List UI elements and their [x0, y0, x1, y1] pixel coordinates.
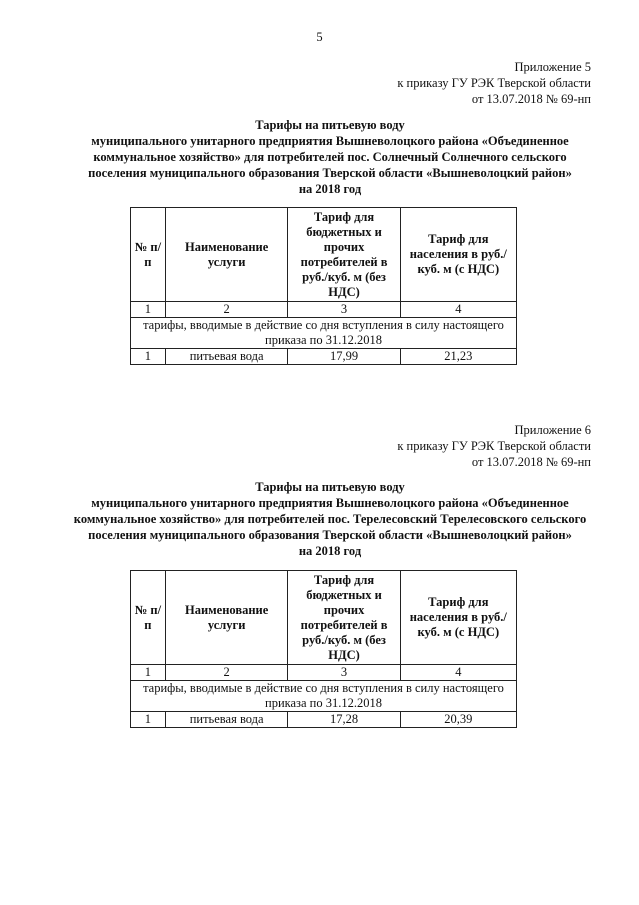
service-name: питьевая вода: [165, 712, 288, 728]
column-number: 1: [131, 302, 166, 318]
column-number: 3: [288, 665, 400, 681]
appendix-order-ref: к приказу ГУ РЭК Тверской области: [397, 439, 591, 453]
appendix-5-title: [60, 117, 600, 197]
header-cell-tariff-population: Тариф для населения в руб./куб. м (с НДС): [400, 571, 516, 665]
validity-note: тарифы, вводимые в действие со дня вступления в силу настоящего приказа по 31.12.2018: [131, 318, 517, 349]
header-cell-tariff-budget: Тариф для бюджетных и прочих потребителей в руб./куб. м (без НДС): [288, 208, 400, 302]
table-row: [131, 349, 517, 365]
tariff-population-value: 20,39: [400, 712, 516, 728]
appendix-order-ref: к приказу ГУ РЭК Тверской области: [397, 76, 591, 90]
page-number: 5: [316, 30, 323, 44]
tariff-budget-value: 17,28: [288, 712, 400, 728]
appendix-title: Приложение 6: [514, 423, 591, 437]
header-cell-tariff-population: Тариф для населения в руб./куб. м (с НДС): [400, 208, 516, 302]
validity-note: тарифы, вводимые в действие со дня вступления в силу настоящего приказа по 31.12.2018: [131, 681, 517, 712]
tariff-table-6: [130, 570, 517, 728]
table-header-row: [131, 208, 517, 302]
title-line: муниципального унитарного предприятия Вышневолоцкого района «Объединенное: [91, 496, 569, 510]
title-line: муниципального унитарного предприятия Вышневолоцкого района «Объединенное: [91, 134, 569, 148]
table-row: [131, 712, 517, 728]
column-number: 3: [288, 302, 400, 318]
appendix-6-title: [60, 479, 600, 559]
appendix-title: Приложение 5: [514, 60, 591, 74]
column-number: 2: [165, 302, 288, 318]
column-number: 4: [400, 302, 516, 318]
column-number: 1: [131, 665, 166, 681]
title-line: на 2018 год: [298, 182, 362, 196]
validity-note-row: [131, 318, 517, 349]
header-cell-service: Наименование услуги: [165, 208, 288, 302]
header-cell-service: Наименование услуги: [165, 571, 288, 665]
appendix-order-date: от 13.07.2018 № 69-нп: [471, 455, 591, 469]
column-number-row: [131, 665, 517, 681]
column-number: 2: [165, 665, 288, 681]
title-line: поселения муниципального образования Тверской области «Вышневолоцкий район»: [88, 528, 572, 542]
title-line: коммунальное хозяйство» для потребителей пос. Терелесовский Терелесовского сельского: [73, 512, 587, 526]
validity-note-row: [131, 681, 517, 712]
column-number-row: [131, 302, 517, 318]
tariff-budget-value: 17,99: [288, 349, 400, 365]
title-line: коммунальное хозяйство» для потребителей пос. Солнечный Солнечного сельского: [93, 150, 567, 164]
tariff-table-5: [130, 207, 517, 365]
header-cell-tariff-budget: Тариф для бюджетных и прочих потребителей в руб./куб. м (без НДС): [288, 571, 400, 665]
table-header-row: [131, 571, 517, 665]
header-cell-number: № п/п: [131, 571, 166, 665]
title-line: на 2018 год: [298, 544, 362, 558]
header-cell-number: № п/п: [131, 208, 166, 302]
title-line: Тарифы на питьевую воду: [255, 480, 405, 494]
tariff-population-value: 21,23: [400, 349, 516, 365]
title-line: поселения муниципального образования Тверской области «Вышневолоцкий район»: [88, 166, 572, 180]
row-number: 1: [131, 712, 166, 728]
appendix-5-header: [397, 59, 591, 107]
row-number: 1: [131, 349, 166, 365]
service-name: питьевая вода: [165, 349, 288, 365]
title-line: Тарифы на питьевую воду: [255, 118, 405, 132]
column-number: 4: [400, 665, 516, 681]
appendix-order-date: от 13.07.2018 № 69-нп: [471, 92, 591, 106]
appendix-6-header: [397, 422, 591, 470]
